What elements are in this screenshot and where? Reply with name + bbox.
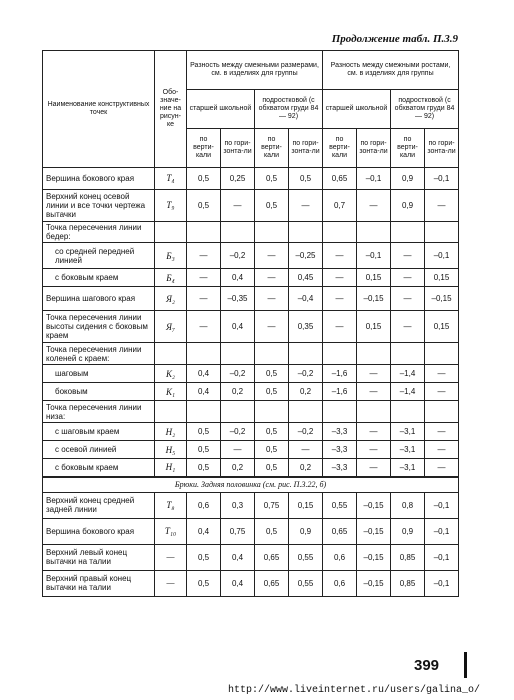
value-cell: — — [391, 243, 425, 269]
value-cell: –0,1 — [425, 168, 459, 190]
point-name: с осевой линией — [43, 441, 155, 459]
value-cell: –0,15 — [357, 544, 391, 570]
point-name: Вершина шагового края — [43, 287, 155, 311]
value-cell: 0,5 — [255, 459, 289, 477]
value-cell: — — [187, 243, 221, 269]
value-cell: 0,85 — [391, 544, 425, 570]
empty-cell — [289, 343, 323, 365]
value-cell: 0,5 — [187, 570, 221, 596]
value-cell: — — [391, 311, 425, 343]
header-vert: по верти-кали — [187, 129, 221, 168]
value-cell: 0,5 — [289, 168, 323, 190]
point-name: с боковым краем — [43, 459, 155, 477]
header-vert: по верти-кали — [323, 129, 357, 168]
value-cell: — — [255, 311, 289, 343]
value-cell: 0,65 — [255, 544, 289, 570]
value-cell: –1,4 — [391, 383, 425, 401]
table-row — [43, 311, 459, 343]
value-cell: — — [357, 383, 391, 401]
value-cell: — — [357, 365, 391, 383]
point-name: с шаговым краем — [43, 423, 155, 441]
point-name: Вершина бокового края — [43, 168, 155, 190]
value-cell: 0,5 — [255, 423, 289, 441]
value-cell: 0,2 — [289, 459, 323, 477]
empty-cell — [425, 222, 459, 243]
table-body — [43, 168, 459, 597]
value-cell: 0,4 — [221, 269, 255, 287]
empty-cell — [221, 222, 255, 243]
empty-cell — [323, 343, 357, 365]
value-cell: –0,2 — [289, 365, 323, 383]
table-row — [43, 365, 459, 383]
table-row — [43, 441, 459, 459]
value-cell: — — [425, 190, 459, 222]
empty-cell — [357, 343, 391, 365]
value-cell: — — [255, 243, 289, 269]
value-cell: 0,35 — [289, 311, 323, 343]
header-group-heights: Разность между смежными ростами, см. в изделиях для группы — [323, 51, 459, 90]
table-row — [43, 190, 459, 222]
value-cell: — — [323, 269, 357, 287]
value-cell: –0,1 — [357, 243, 391, 269]
value-cell: — — [425, 459, 459, 477]
header-designation: Обо-значе-ние на рисун-ке — [155, 51, 187, 168]
point-designation: — — [155, 570, 187, 596]
value-cell: — — [187, 269, 221, 287]
empty-cell — [255, 343, 289, 365]
value-cell: — — [357, 423, 391, 441]
value-cell: — — [391, 287, 425, 311]
empty-cell — [425, 343, 459, 365]
point-name: с боковым краем — [43, 269, 155, 287]
value-cell: 0,5 — [187, 459, 221, 477]
value-cell: — — [425, 423, 459, 441]
value-cell: –0,2 — [289, 423, 323, 441]
value-cell: 0,5 — [187, 544, 221, 570]
group-row — [43, 401, 459, 423]
group-row — [43, 222, 459, 243]
header-vert: по верти-кали — [255, 129, 289, 168]
empty-cell — [221, 401, 255, 423]
header-group-sizes: Разность между смежными размерами, см. в изделиях для группы — [187, 51, 323, 90]
value-cell: –0,1 — [425, 544, 459, 570]
value-cell: 0,15 — [357, 269, 391, 287]
value-cell: 0,2 — [221, 383, 255, 401]
value-cell: 0,15 — [357, 311, 391, 343]
group-label: Точка пересечения линии бедер: — [43, 222, 155, 243]
value-cell: 0,5 — [255, 168, 289, 190]
value-cell: — — [255, 269, 289, 287]
value-cell: –0,1 — [425, 492, 459, 518]
value-cell: –0,15 — [357, 570, 391, 596]
value-cell: 0,85 — [391, 570, 425, 596]
value-cell: 0,75 — [221, 518, 255, 544]
value-cell: 0,5 — [255, 383, 289, 401]
table-row — [43, 269, 459, 287]
value-cell: — — [357, 190, 391, 222]
header-vert: по верти-кали — [391, 129, 425, 168]
header-horiz: по гори-зонта-ли — [289, 129, 323, 168]
value-cell: –0,15 — [357, 492, 391, 518]
value-cell: –0,15 — [357, 518, 391, 544]
value-cell: 0,5 — [255, 441, 289, 459]
value-cell: –1,4 — [391, 365, 425, 383]
value-cell: 0,5 — [187, 190, 221, 222]
value-cell: — — [357, 459, 391, 477]
empty-cell — [391, 222, 425, 243]
value-cell: — — [391, 269, 425, 287]
table-row — [43, 243, 459, 269]
group-row — [43, 343, 459, 365]
value-cell: 0,55 — [289, 570, 323, 596]
value-cell: — — [187, 311, 221, 343]
table-row — [43, 168, 459, 190]
point-designation: Н₅ — [155, 441, 187, 459]
empty-cell — [323, 401, 357, 423]
value-cell: — — [289, 190, 323, 222]
point-designation: — — [155, 544, 187, 570]
value-cell: 0,7 — [323, 190, 357, 222]
value-cell: — — [323, 287, 357, 311]
empty-cell — [187, 343, 221, 365]
value-cell: — — [323, 243, 357, 269]
value-cell: 0,9 — [391, 190, 425, 222]
empty-cell — [323, 222, 357, 243]
header-name: Наименование конструктивных точек — [43, 51, 155, 168]
table-row — [43, 287, 459, 311]
header-horiz: по гори-зонта-ли — [357, 129, 391, 168]
value-cell: –0,1 — [425, 518, 459, 544]
point-name: Верхний правый конец вытачки на талии — [43, 570, 155, 596]
value-cell: –3,1 — [391, 423, 425, 441]
point-name: Верхний левый конец вытачки на талии — [43, 544, 155, 570]
point-designation: Н₂ — [155, 423, 187, 441]
value-cell: –0,1 — [357, 168, 391, 190]
value-cell: — — [357, 441, 391, 459]
point-designation: T₄ — [155, 168, 187, 190]
table-row — [43, 518, 459, 544]
value-cell: — — [425, 365, 459, 383]
value-cell: –3,3 — [323, 459, 357, 477]
empty-cell — [255, 222, 289, 243]
empty-cell — [357, 401, 391, 423]
point-designation: Т₈ — [155, 492, 187, 518]
header-horiz: по гори-зонта-ли — [221, 129, 255, 168]
empty-cell — [221, 343, 255, 365]
group-label: Точка пересечения линии коленей с краем: — [43, 343, 155, 365]
table-row — [43, 459, 459, 477]
value-cell: 0,8 — [391, 492, 425, 518]
value-cell: — — [187, 287, 221, 311]
value-cell: –0,1 — [425, 570, 459, 596]
point-designation: К₂ — [155, 365, 187, 383]
value-cell: 0,15 — [289, 492, 323, 518]
section-title: Брюки. Задняя половинка (см. рис. П.3.22, б) — [43, 477, 459, 493]
group-label: Точка пересечения линии низа: — [43, 401, 155, 423]
point-name: Верхний конец средней задней линии — [43, 492, 155, 518]
value-cell: 0,5 — [187, 168, 221, 190]
page-number: 399 — [414, 657, 440, 674]
empty-cell — [289, 222, 323, 243]
empty-cell — [187, 222, 221, 243]
value-cell: 0,45 — [289, 269, 323, 287]
value-cell: 0,6 — [323, 570, 357, 596]
point-name: со средней передней линией — [43, 243, 155, 269]
value-cell: 0,3 — [221, 492, 255, 518]
value-cell: 0,55 — [323, 492, 357, 518]
empty-cell — [255, 401, 289, 423]
point-designation: Т₁₀ — [155, 518, 187, 544]
point-designation: Б₄ — [155, 269, 187, 287]
table-row — [43, 492, 459, 518]
value-cell: –0,25 — [289, 243, 323, 269]
header-teen-2: подростковой (с обхватом груди 84 — 92) — [391, 90, 459, 129]
value-cell: — — [221, 441, 255, 459]
point-name: Верхний конец осевой линии и все точки чертежа вытачки — [43, 190, 155, 222]
point-designation: Я₇ — [155, 311, 187, 343]
value-cell: 0,4 — [221, 570, 255, 596]
value-cell: 0,2 — [289, 383, 323, 401]
value-cell: — — [289, 441, 323, 459]
value-cell: –0,2 — [221, 243, 255, 269]
value-cell: 0,75 — [255, 492, 289, 518]
value-cell: 0,5 — [255, 190, 289, 222]
point-designation: Я₂ — [155, 287, 187, 311]
value-cell: 0,5 — [255, 365, 289, 383]
continuation-title: Продолжение табл. П.3.9 — [331, 33, 458, 45]
value-cell: — — [255, 287, 289, 311]
point-name: боковым — [43, 383, 155, 401]
value-cell: –0,15 — [425, 287, 459, 311]
value-cell: 0,65 — [255, 570, 289, 596]
value-cell: — — [221, 190, 255, 222]
point-designation: Б₃ — [155, 243, 187, 269]
point-designation: T₉ — [155, 190, 187, 222]
section-row — [43, 477, 459, 493]
value-cell: –0,2 — [221, 423, 255, 441]
value-cell: –1,6 — [323, 365, 357, 383]
table-row — [43, 383, 459, 401]
empty-cell — [155, 401, 187, 423]
value-cell: –0,1 — [425, 243, 459, 269]
value-cell: 0,4 — [221, 311, 255, 343]
value-cell: –3,1 — [391, 459, 425, 477]
value-cell: –3,3 — [323, 423, 357, 441]
value-cell: –0,2 — [221, 365, 255, 383]
value-cell: 0,65 — [323, 518, 357, 544]
empty-cell — [357, 222, 391, 243]
value-cell: — — [323, 311, 357, 343]
value-cell: 0,15 — [425, 311, 459, 343]
value-cell: 0,15 — [425, 269, 459, 287]
empty-cell — [425, 401, 459, 423]
header-senior-1: старшей школьной — [187, 90, 255, 129]
point-name: Вершина бокового края — [43, 518, 155, 544]
empty-cell — [391, 401, 425, 423]
value-cell: 0,25 — [221, 168, 255, 190]
table-row — [43, 423, 459, 441]
value-cell: 0,4 — [187, 365, 221, 383]
point-designation: К₁ — [155, 383, 187, 401]
value-cell: 0,9 — [289, 518, 323, 544]
value-cell: 0,4 — [187, 518, 221, 544]
value-cell: 0,9 — [391, 168, 425, 190]
empty-cell — [155, 222, 187, 243]
value-cell: 0,4 — [221, 544, 255, 570]
value-cell: 0,55 — [289, 544, 323, 570]
value-cell: 0,65 — [323, 168, 357, 190]
empty-cell — [155, 343, 187, 365]
empty-cell — [187, 401, 221, 423]
value-cell: 0,6 — [323, 544, 357, 570]
value-cell: –3,1 — [391, 441, 425, 459]
table-row — [43, 544, 459, 570]
data-table — [42, 50, 459, 597]
value-cell: — — [425, 441, 459, 459]
table-row — [43, 570, 459, 596]
value-cell: 0,5 — [255, 518, 289, 544]
value-cell: 0,4 — [187, 383, 221, 401]
empty-cell — [391, 343, 425, 365]
empty-cell — [289, 401, 323, 423]
value-cell: — — [425, 383, 459, 401]
value-cell: –0,35 — [221, 287, 255, 311]
header-teen-1: подростковой (с обхватом груди 84 — 92) — [255, 90, 323, 129]
point-name: Точка пересечения линии высоты сидения с боковым краем — [43, 311, 155, 343]
value-cell: –0,15 — [357, 287, 391, 311]
page-bar — [464, 652, 467, 678]
source-url: http://www.liveinternet.ru/users/galina_o/ — [228, 685, 481, 696]
value-cell: 0,2 — [221, 459, 255, 477]
value-cell: 0,5 — [187, 423, 221, 441]
value-cell: –3,3 — [323, 441, 357, 459]
value-cell: 0,6 — [187, 492, 221, 518]
header-horiz: по гори-зонта-ли — [425, 129, 459, 168]
value-cell: 0,9 — [391, 518, 425, 544]
value-cell: –0,4 — [289, 287, 323, 311]
value-cell: –1,6 — [323, 383, 357, 401]
header-senior-2: старшей школьной — [323, 90, 391, 129]
point-designation: Н₁ — [155, 459, 187, 477]
value-cell: 0,5 — [187, 441, 221, 459]
point-name: шаговым — [43, 365, 155, 383]
